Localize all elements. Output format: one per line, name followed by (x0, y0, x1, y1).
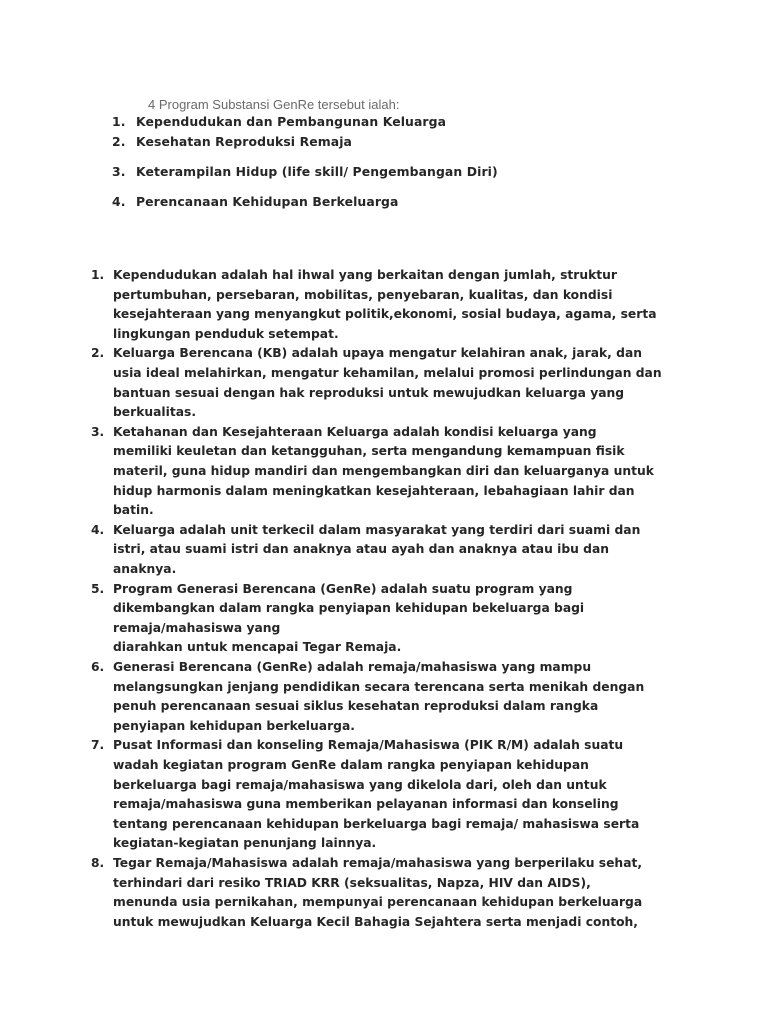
definition-line: remaja/mahasiswa yang (113, 620, 281, 635)
program-item (112, 164, 498, 179)
program-item (112, 114, 446, 129)
program-number: 4. (112, 194, 126, 209)
definition-line: tentang perencanaan kehidupan berkeluarga bagi remaja/ mahasiswa serta (113, 816, 640, 831)
program-item (112, 134, 352, 149)
definition-line: anaknya. (113, 561, 177, 576)
definition-number: 4. (91, 522, 105, 537)
program-item (112, 194, 398, 209)
definition-number: 7. (91, 738, 105, 753)
definition-line: Keluarga Berencana (KB) adalah upaya mengatur kelahiran anak, jarak, dan (113, 346, 642, 361)
definition-line: batin. (113, 503, 154, 518)
definition-number: 6. (91, 660, 105, 674)
definition-line: Kependudukan adalah hal ihwal yang berkaitan dengan jumlah, struktur (113, 268, 617, 282)
definition-line: kegiatan-kegiatan penunjang lainnya. (113, 836, 377, 851)
definition-line: penyiapan kehidupan berkeluarga. (113, 718, 355, 733)
program-text: Kependudukan dan Pembangunan Keluarga (136, 114, 447, 129)
definition-line: hidup harmonis dalam meningkatkan kesejahteraan, lebahagiaan lahir dan (113, 483, 635, 498)
definition-line: remaja/mahasiswa guna memberikan pelayanan informasi dan konseling (113, 797, 619, 812)
program-number: 2. (112, 134, 126, 149)
definition-line: lingkungan penduduk setempat. (113, 326, 339, 341)
definition-line: Ketahanan dan Kesejahteraan Keluarga adalah kondisi keluarga yang (113, 424, 597, 439)
definition-line: wadah kegiatan program GenRe dalam rangka penyiapan kehidupan (113, 757, 589, 772)
definition-number: 8. (91, 856, 105, 870)
definition-line: Program Generasi Berencana (GenRe) adalah suatu program yang (113, 581, 573, 596)
definition-number: 5. (91, 581, 105, 596)
intro-line: 4 Program Substansi GenRe tersebut ialah: (148, 97, 400, 112)
definition-line: diarahkan untuk mencapai Tegar Remaja. (113, 640, 402, 655)
program-text: Keterampilan Hidup (life skill/ Pengembangan Diri) (136, 164, 498, 179)
program-number: 1. (112, 114, 126, 129)
definition-line: istri, atau suami istri dan anaknya atau ayah dan anaknya atau ibu dan (113, 542, 610, 557)
definition-line: Tegar Remaja/Mahasiswa adalah remaja/mahasiswa yang berperilaku sehat, (113, 856, 643, 870)
definition-line: menunda usia pernikahan, mempunyai perencanaan kehidupan berkeluarga (113, 895, 643, 910)
definition-line: untuk mewujudkan Keluarga Kecil Bahagia Sejahtera serta menjadi contoh, (113, 914, 638, 929)
definition-line: pertumbuhan, persebaran, mobilitas, penyebaran, kualitas, dan kondisi (113, 287, 613, 302)
definition-line: Pusat Informasi dan konseling Remaja/Mahasiswa (PIK R/M) adalah suatu (113, 738, 624, 753)
program-text: Perencanaan Kehidupan Berkeluarga (136, 194, 399, 209)
definition-line: Generasi Berencana (GenRe) adalah remaja/mahasiswa yang mampu (113, 660, 592, 674)
definition-line: memiliki keuletan dan ketangguhan, serta mengandung kemampuan fisik (113, 444, 625, 459)
program-number: 3. (112, 164, 126, 179)
definition-number: 1. (91, 268, 105, 282)
definition-line: materil, guna hidup mandiri dan mengembangkan diri dan keluarganya untuk (113, 463, 654, 478)
definition-number: 3. (91, 424, 105, 439)
definition-line: Keluarga adalah unit terkecil dalam masyarakat yang terdiri dari suami dan (113, 522, 641, 537)
definition-line: penuh perencanaan sesuai siklus kesehatan reproduksi dalam rangka (113, 699, 599, 714)
definition-number: 2. (91, 346, 105, 361)
definition-line: melangsungkan jenjang pendidikan secara terencana serta menikah dengan (113, 679, 645, 694)
definition-line: usia ideal melahirkan, mengatur kehamilan, melalui promosi perlindungan dan (113, 365, 662, 380)
definition-line: berkualitas. (113, 405, 197, 420)
definition-line: berkeluarga bagi remaja/mahasiswa yang dikelola dari, oleh dan untuk (113, 777, 607, 792)
definition-line: dikembangkan dalam rangka penyiapan kehidupan bekeluarga bagi (113, 601, 585, 616)
program-text: Kesehatan Reproduksi Remaja (136, 134, 352, 149)
definition-line: kesejahteraan yang menyangkut politik,ekonomi, sosial budaya, agama, serta (113, 307, 657, 322)
definition-line: bantuan sesuai dengan hak reproduksi untuk mewujudkan keluarga yang (113, 385, 625, 400)
definition-line: terhindari dari resiko TRIAD KRR (seksualitas, Napza, HIV dan AIDS), (113, 875, 591, 890)
